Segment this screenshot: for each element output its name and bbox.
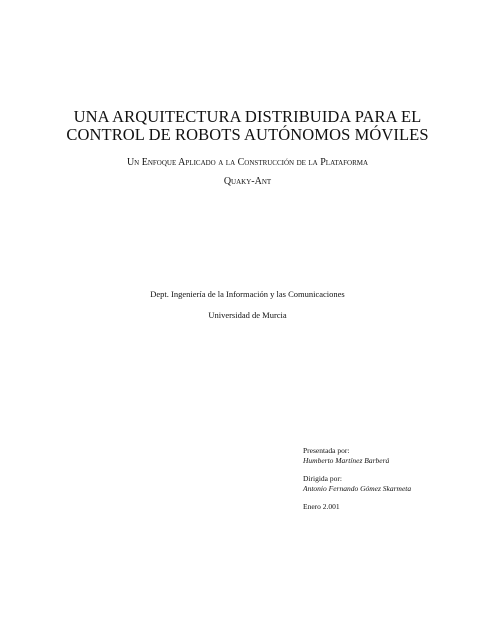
department-name: Dept. Ingeniería de la Información y las Comunicaciones	[150, 289, 345, 299]
advisor-name: Antonio Fernando Gómez Skarmeta	[303, 484, 412, 493]
subtitle-line-1: Un Enfoque Aplicado a la Construcción de la Plataforma	[126, 157, 369, 168]
university-name: Universidad de Murcia	[208, 310, 287, 320]
title-line-1: UNA ARQUITECTURA DISTRIBUIDA PARA EL	[73, 107, 422, 126]
directed-by-label: Dirigida por:	[303, 474, 342, 483]
subtitle-line-2: Quaky-Ant	[223, 176, 272, 187]
presented-by-label: Presentada por:	[303, 446, 350, 455]
author-name: Humberto Martínez Barberá	[303, 456, 390, 465]
document-date: Enero 2.001	[303, 502, 340, 511]
title-line-2: CONTROL DE ROBOTS AUTÓNOMOS MÓVILES	[66, 125, 429, 144]
